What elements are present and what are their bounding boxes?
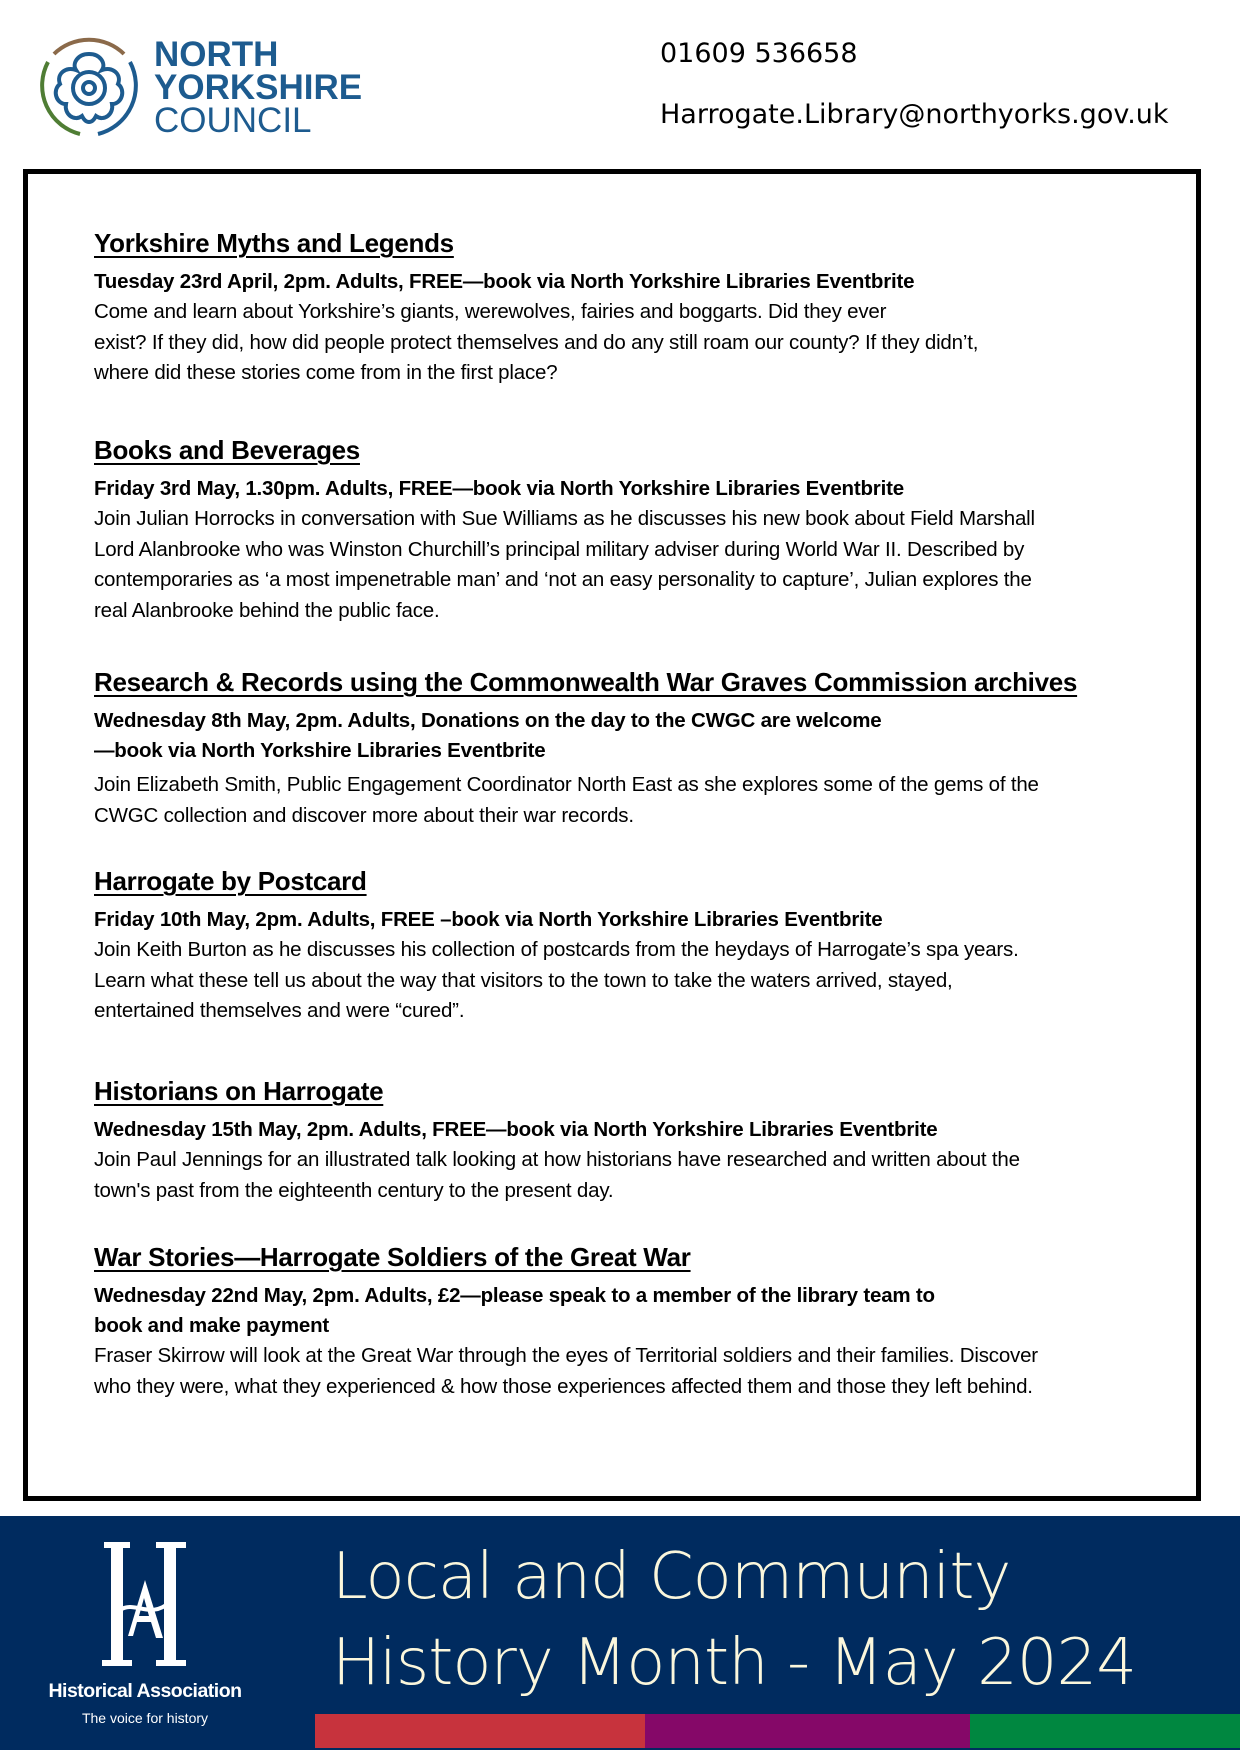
description-line: contemporaries as ‘a most impenetrable man’ and ‘not an easy personality to capture’, Julian explores the (94, 568, 1032, 591)
event-meta (94, 474, 1194, 504)
logo-line-north: NORTH (154, 35, 279, 74)
event-title: Historians on Harrogate (94, 1076, 384, 1106)
event-title: Harrogate by Postcard (94, 866, 367, 896)
historical-association-logo (40, 1542, 250, 1726)
description-line: Join Elizabeth Smith, Public Engagement Coordinator North East as she explores some of the gems of the (94, 773, 1039, 796)
description-line: entertained themselves and were “cured”. (94, 999, 465, 1022)
event-meta (94, 267, 1194, 297)
phone-number[interactable]: 01609 536658 (660, 38, 858, 69)
event-meta (94, 706, 1194, 766)
event-meta (94, 1281, 1194, 1341)
description-line: exist? If they did, how did people protect themselves and do any still roam our county? If they didn’t, (94, 330, 979, 354)
event-meta-line: book and make payment (94, 1314, 330, 1337)
event-item (94, 1239, 1194, 1402)
event-item (94, 664, 1194, 831)
banner-title (332, 1534, 1136, 1706)
description-line: Join Keith Burton as he discusses his collection of postcards from the heydays of Harrogate’s spa years. (94, 938, 1019, 961)
event-title: Yorkshire Myths and Legends (94, 228, 454, 258)
description-line: town's past from the eighteenth century to the present day. (94, 1178, 614, 1202)
event-meta-line: Friday 3rd May, 1.30pm. Adults, FREE—book via North Yorkshire Libraries Eventbrite (94, 477, 904, 500)
event-item (94, 432, 1194, 626)
ha-name: Historical Association (48, 1680, 242, 1702)
description-line: Join Paul Jennings for an illustrated talk looking at how historians have researched and written about the (94, 1148, 1020, 1171)
stripe-red (315, 1714, 645, 1748)
description-line: Learn what these tell us about the way that visitors to the town to take the waters arrived, stayed, (94, 968, 953, 992)
event-meta (94, 1115, 1194, 1145)
logo-line-council: COUNCIL (154, 101, 312, 140)
banner-title-line2: History Month - May 2024 (332, 1626, 1136, 1700)
description-line: Lord Alanbrooke who was Winston Churchill’s principal military adviser during World War II. Described by (94, 537, 1025, 561)
event-meta (94, 905, 1194, 935)
event-meta-line: Friday 10th May, 2pm. Adults, FREE –book via North Yorkshire Libraries Eventbrite (94, 908, 883, 931)
stripe-purple (645, 1714, 970, 1748)
description-line: where did these stories come from in the first place? (94, 361, 558, 384)
event-title: Research & Records using the Commonwealth War Graves Commission archives (94, 667, 1078, 697)
event-meta-line: —book via North Yorkshire Libraries Eventbrite (94, 739, 546, 762)
event-title: War Stories—Harrogate Soldiers of the Great War (94, 1242, 691, 1272)
color-stripes (315, 1714, 1240, 1748)
event-meta-line: Wednesday 15th May, 2pm. Adults, FREE—book via North Yorkshire Libraries Eventbrite (94, 1118, 938, 1141)
north-yorkshire-council-logo (34, 32, 374, 147)
event-description (94, 1341, 1194, 1402)
description-line: real Alanbrooke behind the public face. (94, 598, 440, 622)
logo-line-yorkshire: YORKSHIRE (154, 68, 363, 107)
ha-tagline: The voice for history (81, 1710, 209, 1726)
historical-association-ha-monogram-icon (90, 1542, 200, 1672)
event-title: Books and Beverages (94, 435, 360, 465)
event-description (94, 770, 1194, 831)
event-item (94, 225, 1194, 389)
description-line: Join Julian Horrocks in conversation with Sue Williams as he discusses his new book about Field Marshall (94, 507, 1035, 530)
event-item (94, 863, 1194, 1027)
email-address[interactable]: Harrogate.Library@northyorks.gov.uk (660, 99, 1169, 130)
event-meta-line: Wednesday 22nd May, 2pm. Adults, £2—please speak to a member of the library team to (94, 1284, 935, 1307)
history-month-banner (0, 1516, 1240, 1750)
event-meta-line: Tuesday 23rd April, 2pm. Adults, FREE—book via North Yorkshire Libraries Eventbrite (94, 270, 915, 293)
yorkshire-rose-icon (34, 32, 144, 142)
banner-title-line1: Local and Community (332, 1540, 1011, 1614)
event-description (94, 297, 1194, 389)
description-line: who they were, what they experienced & how those experiences affected them and those they left behind. (94, 1374, 1033, 1398)
council-wordmark (154, 35, 363, 140)
description-line: Fraser Skirrow will look at the Great War through the eyes of Territorial soldiers and their families. Discover (94, 1344, 1038, 1367)
event-item (94, 1073, 1194, 1206)
event-meta-line: Wednesday 8th May, 2pm. Adults, Donations on the day to the CWGC are welcome (94, 709, 882, 732)
description-line: CWGC collection and discover more about their war records. (94, 803, 634, 827)
event-description (94, 504, 1194, 626)
event-description (94, 1145, 1194, 1206)
description-line: Come and learn about Yorkshire’s giants, werewolves, fairies and boggarts. Did they ever (94, 300, 887, 323)
event-description (94, 935, 1194, 1027)
stripe-green (970, 1714, 1240, 1748)
